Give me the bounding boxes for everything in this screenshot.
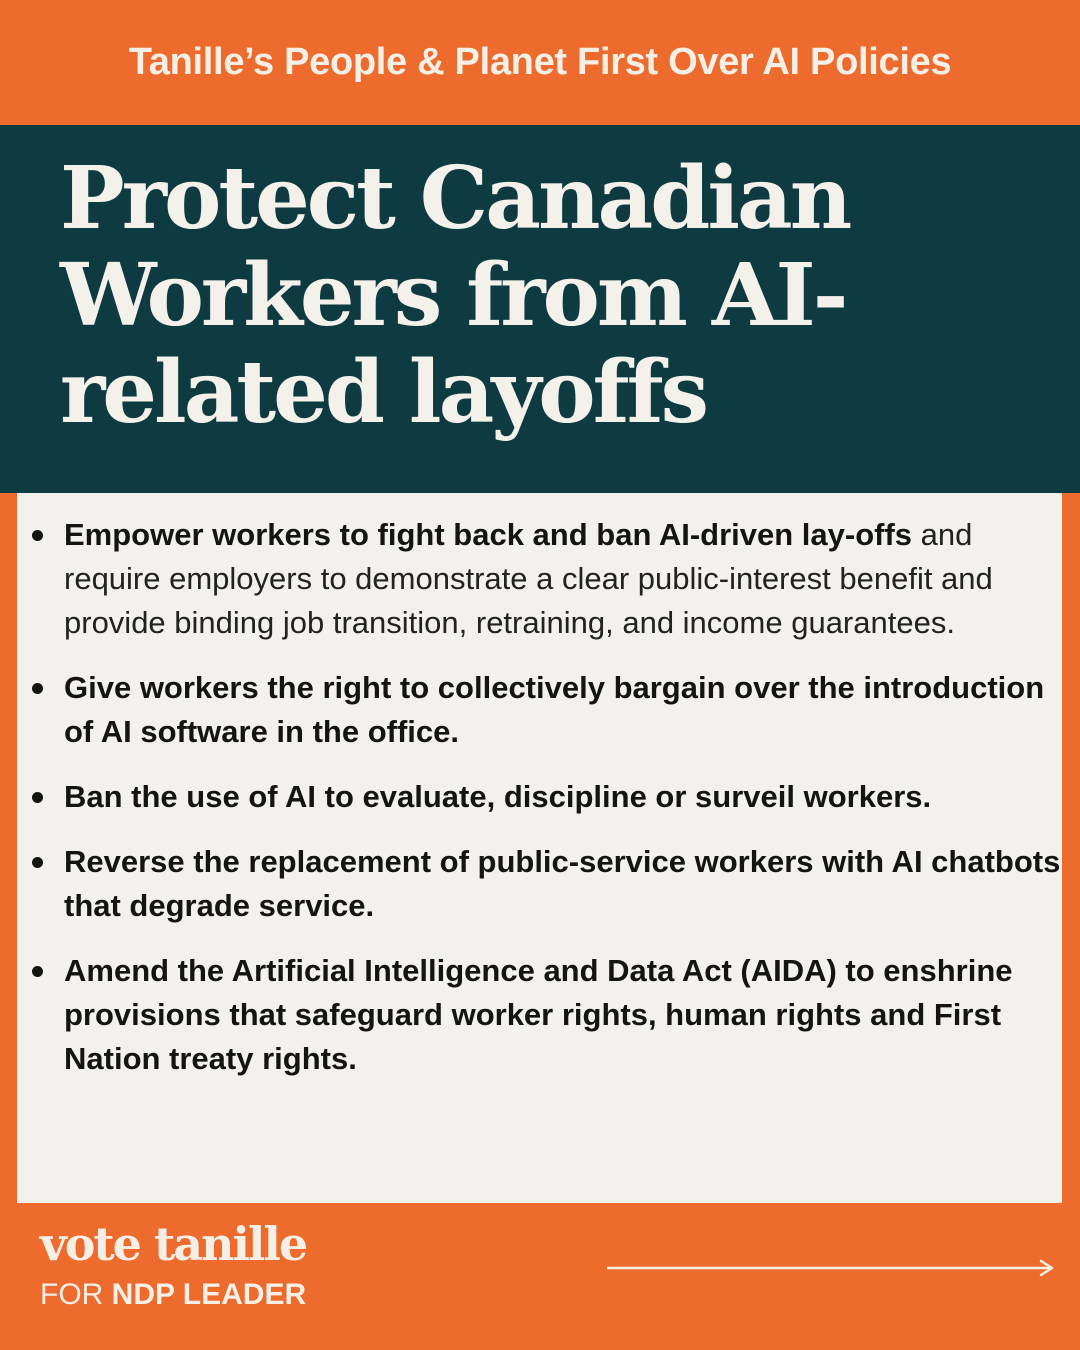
arrow-right-icon[interactable] [607, 1258, 1055, 1278]
list-item [26, 949, 1061, 1081]
list-item [26, 513, 1061, 645]
list-item [26, 840, 1061, 928]
bullet-dot-icon [32, 530, 43, 541]
policy-bold-text: Ban the use of AI to evaluate, discipline or surveil workers. [64, 779, 932, 814]
tagline-prefix: FOR [40, 1278, 112, 1311]
policy-text: and require employers to demonstrate a clear public-interest benefit and provide binding job transition, retraining, and income guarantees. [64, 517, 993, 640]
campaign-logo: vote tanille [40, 1217, 307, 1271]
bullet-dot-icon [32, 966, 43, 977]
policy-list [26, 513, 1061, 1081]
headline-line-2: Workers from AI- [60, 245, 846, 346]
headline-line-3: related layoffs [60, 342, 707, 443]
policy-bold-text: Amend the Artificial Intelligence and Data Act (AIDA) to enshrine provisions that safeguard worker rights, human rights and First Nation treaty rights. [64, 953, 1013, 1076]
list-item [26, 775, 1061, 819]
list-item [26, 666, 1061, 754]
headline-line-1: Protect Canadian [60, 148, 850, 249]
tagline-bold: NDP LEADER [111, 1278, 307, 1311]
bullet-dot-icon [32, 792, 43, 803]
policy-bold-text: Empower workers to fight back and ban AI-driven lay-offs [64, 517, 913, 552]
header-title: Tanille’s People & Planet First Over AI Policies [128, 41, 952, 83]
policy-bold-text: Give workers the right to collectively bargain over the introduction of AI software in the office. [64, 670, 1045, 749]
bullet-dot-icon [32, 857, 43, 868]
campaign-tagline [40, 1276, 306, 1314]
policy-bold-text: Reverse the replacement of public-service workers with AI chatbots that degrade service. [64, 844, 1061, 923]
headline [60, 150, 1050, 441]
bullet-dot-icon [32, 683, 43, 694]
header-bar [0, 0, 1080, 125]
